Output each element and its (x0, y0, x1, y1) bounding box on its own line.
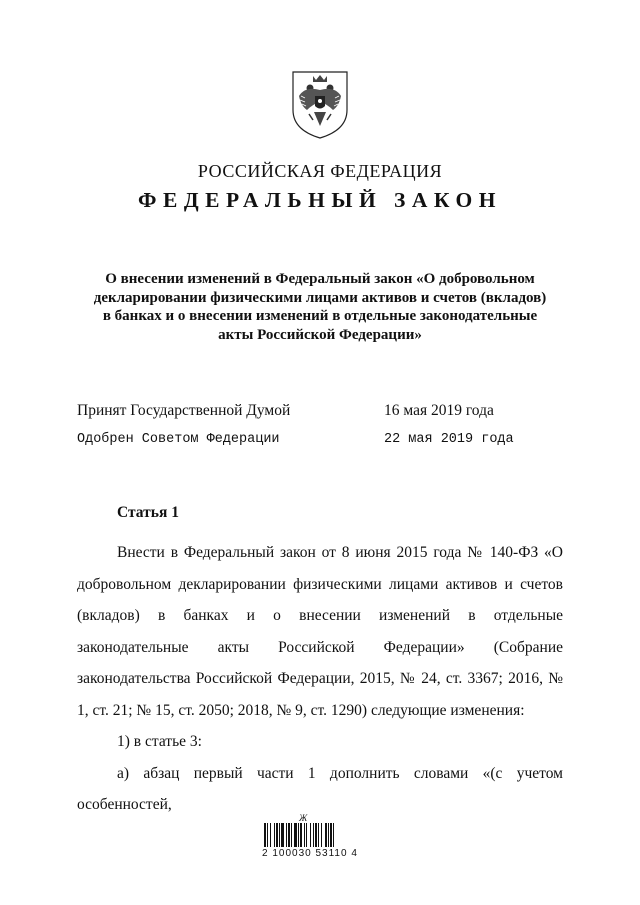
adoption-date-council: 22 мая 2019 года (384, 432, 514, 447)
adoption-date-duma: 16 мая 2019 года (384, 402, 494, 419)
adoption-label-council: Одобрен Советом Федерации (77, 432, 280, 447)
barcode-number: 2 100030 53110 4 (262, 848, 358, 859)
article-paragraph: 1) в статье 3: (117, 733, 202, 750)
adoption-label-duma: Принят Государственной Думой (77, 402, 291, 419)
law-title: О внесении изменений в Федеральный закон «О добровольном декларировании физическими лицами активов и счетов (вкладов) в банках и о внесении изменений в отдельные законодательные акты Российской Федерации» (93, 271, 547, 343)
country-name: РОССИЙСКАЯ ФЕДЕРАЦИЯ (197, 161, 443, 181)
handwritten-mark: Ж (299, 813, 308, 823)
article-paragraph: Внести в Федеральный закон от 8 июня 2015 года № 140-ФЗ «О добровольном декларировании физическими лицами активов и счетов (вкладов) в банках и о внесении изменений в отдельные законодательные акты Российской Федерации» (Собрание законодательства Российской Федерации, 2015, № 24, ст. 3367; 2016, № 1, ст. 21; № 15, ст. 2050; 2018, № 9, ст. 1290) следующие изменения: (77, 544, 563, 719)
article-body (77, 537, 563, 821)
article-heading: Статья 1 (117, 504, 179, 521)
document-type: ФЕДЕРАЛЬНЫЙ ЗАКОН (138, 188, 502, 212)
coat-of-arms-icon (287, 66, 353, 142)
barcode (262, 813, 380, 852)
article-paragraph: а) абзац первый части 1 дополнить словами «(с учетом особенностей, (77, 764, 563, 813)
